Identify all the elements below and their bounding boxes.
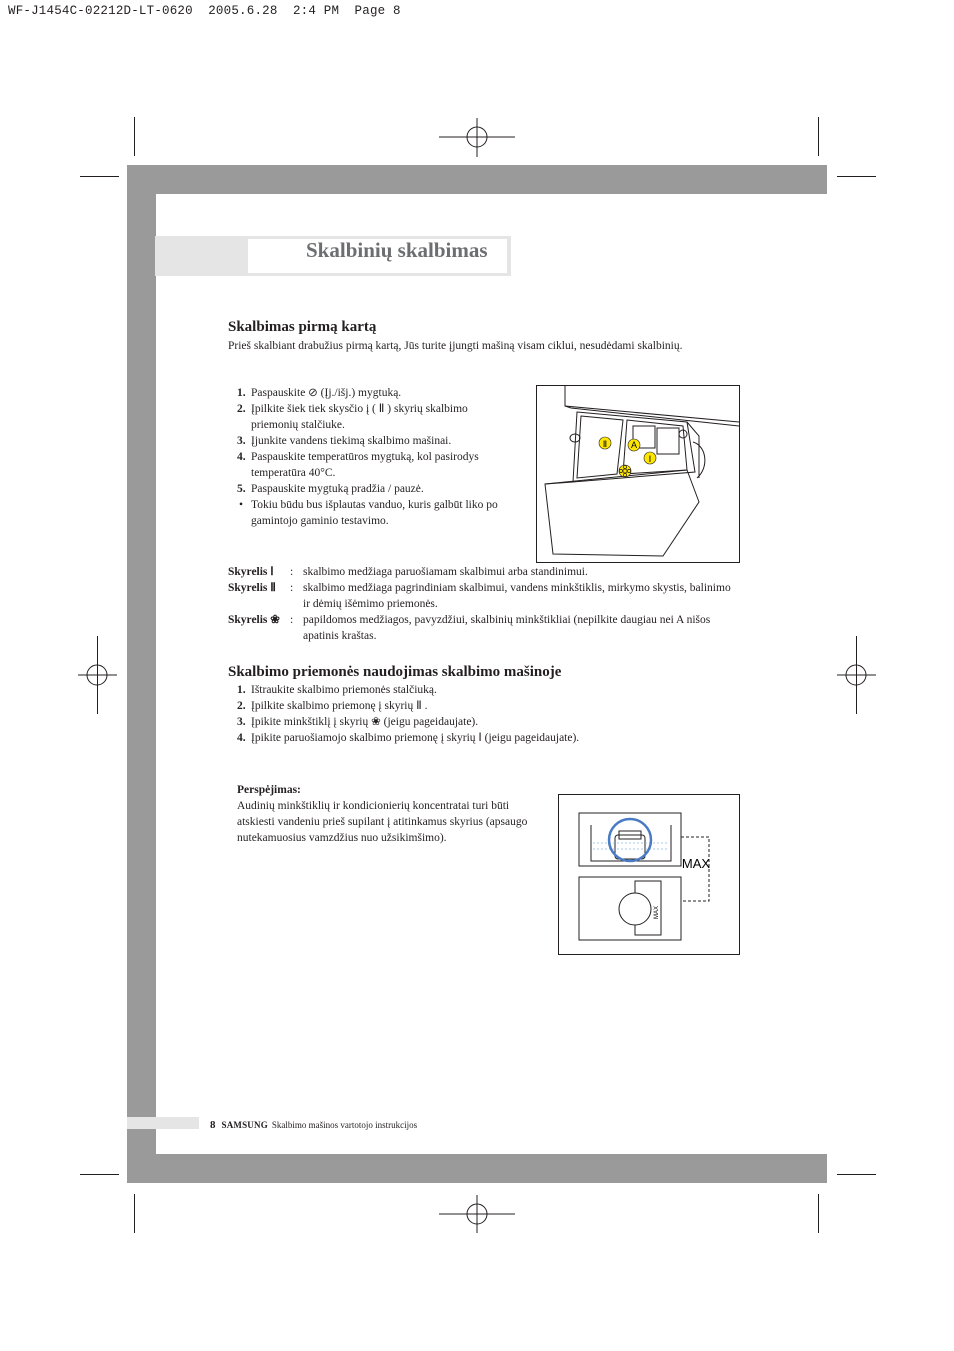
top-gray-band — [127, 165, 827, 194]
detergent-steps — [228, 682, 738, 746]
warning-text: Audinių minkštiklių ir kondicionierių koncentratai turi būti atskiesti vandeniu prieš supilant į atitinkamus skyrius (apsaugo nutekamuosius vamzdžius nuo užsikimšimo). — [237, 800, 528, 844]
list-item: 4. Įpikite paruošiamojo skalbimo priemonę į skyrių Ⅰ (jeigu pageidaujate). — [237, 732, 580, 744]
list-item: Skyrelis Ⅰ : skalbimo medžiaga paruošiamam skalbimui arba standinimui. — [228, 566, 588, 578]
section-intro: Prieš skalbiant drabužius pirmą kartą, Jūs turite įjungti mašiną visam ciklui, nesudėdami skalbinių. — [228, 340, 683, 352]
bottom-gray-band — [127, 1154, 827, 1183]
max-label: MAX — [681, 856, 711, 871]
max-small-label: MAX — [654, 905, 660, 919]
section-heading-detergent-use: Skalbimo priemonės naudojimas skalbimo mašinoje — [228, 664, 562, 680]
label-compartment-i: Ⅰ — [648, 454, 652, 464]
print-slug: WF-J1454C-02212D-LT-0620 2005.6.28 2:4 PM Page 8 — [8, 4, 401, 18]
max-level-figure — [558, 794, 740, 955]
list-item: 1. Ištraukite skalbimo priemonės stalčiuką. — [237, 684, 437, 696]
list-item: 3. Įpikite minkštiklį į skyrių ❀ (jeigu pageidaujate). — [237, 716, 479, 728]
list-item: 2. Įpilkite šiek tiek skysčio į ( Ⅱ ) skyrių skalbimo priemonių stalčiuke. — [237, 403, 468, 431]
list-item: 4. Paspauskite temperatūros mygtuką, kol pasirodys temperatūra 40°C. — [237, 451, 479, 479]
detergent-drawer-illustration — [537, 386, 739, 562]
list-item: 1. Paspauskite ⊘ (Įj./išj.) mygtuką. — [237, 387, 402, 399]
list-item: Skyrelis ❀ : papildomos medžiagos, pavyzdžiui, skalbinių minkštikliai (nepilkite daugiau nei A nišos apatinis kraštas. — [228, 614, 711, 642]
detergent-drawer-figure — [536, 385, 740, 563]
page-number: 8 — [210, 1119, 216, 1131]
left-gray-band — [127, 165, 156, 1183]
footer — [210, 1119, 417, 1131]
label-compartment-ii: Ⅱ — [602, 439, 608, 449]
first-wash-steps — [228, 385, 500, 529]
label-niche-a: A — [630, 440, 638, 450]
list-item: Skyrelis Ⅱ : skalbimo medžiaga pagrindiniam skalbimui, vandens minkštiklis, mirkymo skystis, balinimo ir dėmių išėmimo priemonės. — [228, 582, 731, 610]
list-item: • Tokiu būdu bus išplautas vanduo, kuris galbūt liko po gamintojo gaminio testavimo. — [239, 499, 498, 527]
footer-tab — [127, 1117, 199, 1129]
list-item: 3. Įjunkite vandens tiekimą skalbimo mašinai. — [237, 435, 452, 447]
footer-text: Skalbimo mašinos vartotojo instrukcijos — [271, 1120, 418, 1130]
list-item: 2. Įpilkite skalbimo priemonę į skyrių Ⅱ . — [237, 700, 428, 712]
list-item: 5. Paspauskite mygtuką pradžia / pauzė. — [237, 483, 424, 495]
max-level-illustration — [559, 795, 739, 954]
compartment-definitions — [228, 564, 738, 644]
page-title: Skalbinių skalbimas — [306, 238, 488, 262]
brand-name: SAMSUNG — [221, 1120, 268, 1130]
warning-title: Perspėjimas: — [237, 784, 301, 796]
section-heading-first-wash: Skalbimas pirmą kartą — [228, 319, 377, 335]
